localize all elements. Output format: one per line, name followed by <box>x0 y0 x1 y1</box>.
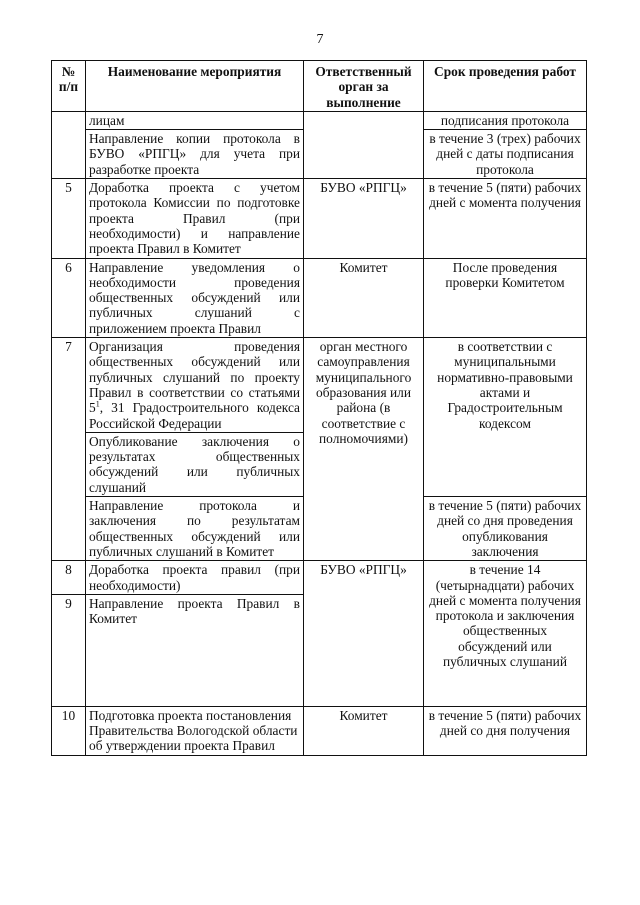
schedule-table <box>51 60 587 756</box>
cell-responsible <box>304 111 424 178</box>
header-num: № п/п <box>52 61 86 112</box>
cell-name: Подготовка проекта постановления Правительства Вологодской области об утверждении проекта Правил <box>86 706 304 755</box>
cell-num: 5 <box>52 179 86 258</box>
cell-responsible: Комитет <box>304 258 424 337</box>
cell-deadline: После проведения проверки Комитетом <box>424 258 587 337</box>
cell-name-text-cont: , 31 Градостроительного кодекса Российской Федерации <box>89 400 300 431</box>
table-row <box>52 561 587 595</box>
cell-responsible: БУВО «РПГЦ» <box>304 179 424 258</box>
cell-name: Направление уведомления о необходимости проведения общественных обсуждений или публичных слушаний с приложением проекта Правил <box>86 258 304 337</box>
superscript: 1 <box>95 399 100 409</box>
table-header-row <box>52 61 587 112</box>
cell-responsible: БУВО «РПГЦ» <box>304 561 424 707</box>
cell-name <box>86 338 304 433</box>
cell-deadline: подписания протокола <box>424 111 587 129</box>
cell-name: Направление копии протокола в БУВО «РПГЦ» для учета при разработке проекта <box>86 130 304 179</box>
table-row <box>52 179 587 258</box>
header-deadline: Срок проведения работ <box>424 61 587 112</box>
table-row <box>52 338 587 433</box>
cell-name-text: Организация проведения общественных обсуждений или публичных слушаний по проекту Правил в соответствии со статьями 5 <box>89 339 300 416</box>
cell-name: лицам <box>86 111 304 129</box>
table-row <box>52 706 587 755</box>
cell-name: Опубликование заключения о результатах общественных обсуждений или публичных слушаний <box>86 432 304 496</box>
cell-deadline: в соответствии с муниципальными нормативно-правовыми актами и Градостроительным кодексом <box>424 338 587 497</box>
cell-responsible: Комитет <box>304 706 424 755</box>
cell-name: Направление проекта Правил в Комитет <box>86 594 304 706</box>
page-number: 7 <box>316 32 324 47</box>
cell-responsible: орган местного самоуправления муниципального образования или района (в соответствие с полномочиями) <box>304 338 424 561</box>
cell-deadline: в течение 14 (четырнадцати) рабочих дней с момента получения протокола и заключения общественных обсуждений или публичных слушаний <box>424 561 587 707</box>
cell-name: Доработка проекта правил (при необходимости) <box>86 561 304 595</box>
table-row <box>52 111 587 129</box>
cell-num: 10 <box>52 706 86 755</box>
cell-num: 9 <box>52 594 86 706</box>
cell-deadline: в течение 3 (трех) рабочих дней с даты подписания протокола <box>424 130 587 179</box>
cell-name: Направление протокола и заключения по результатам общественных обсуждений или публичных слушаний в Комитет <box>86 497 304 561</box>
header-name: Наименование мероприятия <box>86 61 304 112</box>
header-responsible: Ответственный орган за выполнение <box>304 61 424 112</box>
cell-num: 7 <box>52 338 86 561</box>
cell-name: Доработка проекта с учетом протокола Комиссии по подготовке проекта Правил (при необходимости) и направление проекта Правил в Комитет <box>86 179 304 258</box>
cell-num <box>52 111 86 178</box>
cell-deadline: в течение 5 (пяти) рабочих дней со дня получения <box>424 706 587 755</box>
table-row <box>52 258 587 337</box>
cell-deadline: в течение 5 (пяти) рабочих дней с момента получения <box>424 179 587 258</box>
cell-num: 6 <box>52 258 86 337</box>
cell-num: 8 <box>52 561 86 595</box>
cell-deadline: в течение 5 (пяти) рабочих дней со дня проведения опубликования заключения <box>424 497 587 561</box>
